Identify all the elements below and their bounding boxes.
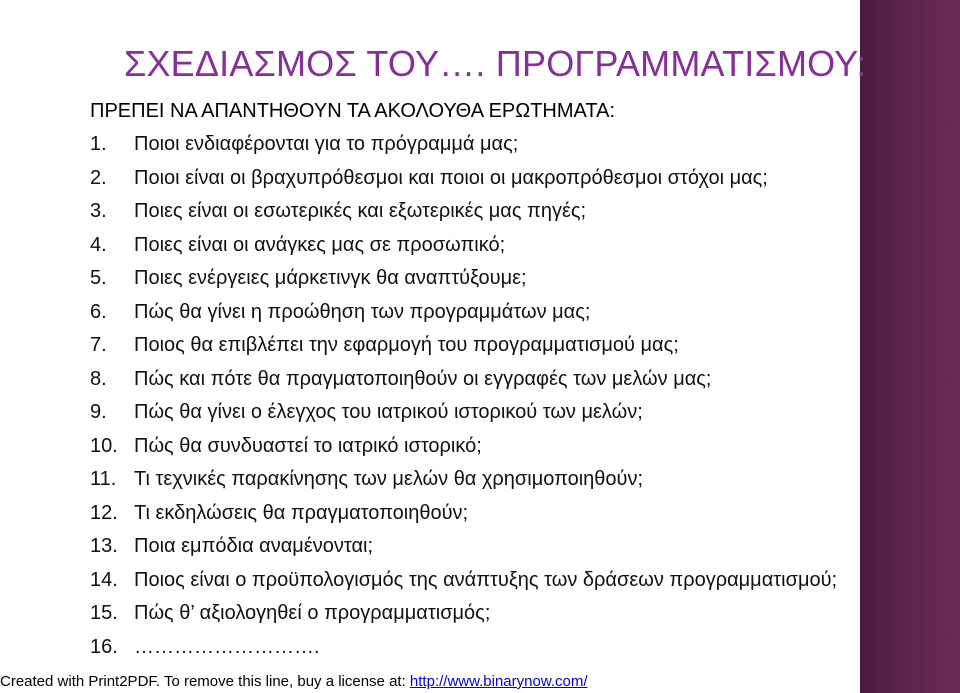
question-number: 5.: [90, 267, 107, 289]
question-text: Ποιος θα επιβλέπει την εφαρμογή του προγραμματισμού μας;: [134, 334, 679, 356]
question-number: 13.: [90, 535, 118, 557]
slide-subtitle: ΠΡΕΠΕΙ ΝΑ ΑΠΑΝΤΗΘΟΥΝ ΤΑ ΑΚΟΛΟΥΘΑ ΕΡΩΤΗΜΑΤΑ:: [90, 100, 615, 122]
question-item: [90, 229, 850, 263]
question-text: Πώς θ’ αξιολογηθεί ο προγραμματισμός;: [134, 602, 491, 624]
question-text: Ποια εμπόδια αναμένονται;: [134, 535, 374, 557]
question-number: 7.: [90, 334, 107, 356]
question-number: 16.: [90, 635, 118, 658]
question-text: Πώς θα συνδυαστεί το ιατρικό ιστορικό;: [134, 434, 482, 457]
question-text: Πώς θα γίνει η προώθηση των προγραμμάτων μας;: [134, 300, 591, 323]
question-text: Τι τεχνικές παρακίνησης των μελών θα χρησιμοποιηθούν;: [134, 468, 644, 490]
question-item: [90, 396, 850, 430]
question-text: Ποιοι ενδιαφέρονται για το πρόγραμμά μας;: [134, 133, 519, 155]
question-list: [90, 128, 850, 664]
question-text: Ποιες είναι οι εσωτερικές και εξωτερικές μας πηγές;: [134, 200, 587, 222]
question-text: Ποιες είναι οι ανάγκες μας σε προσωπικό;: [134, 233, 506, 256]
question-number: 11.: [90, 468, 117, 490]
slide-title: ΣΧΕΔΙΑΣΜΟΣ ΤΟΥ…. ΠΡΟΓΡΑΜΜΑΤΙΣΜΟΥ:: [124, 43, 867, 84]
question-item: [90, 430, 850, 464]
question-number: 10.: [90, 434, 118, 457]
footer-text: Created with Print2PDF. To remove this line, buy a license at:: [0, 673, 410, 690]
question-number: 2.: [90, 166, 107, 189]
question-number: 15.: [90, 602, 118, 624]
question-number: 8.: [90, 367, 107, 390]
question-item: [90, 162, 850, 196]
question-item: [90, 329, 850, 363]
question-item: [90, 530, 850, 564]
footer-link[interactable]: http://www.binarynow.com/: [409, 673, 588, 690]
question-text: Ποιες ενέργειες μάρκετινγκ θα αναπτύξουμε;: [134, 267, 527, 289]
question-text: Ποιοι είναι οι βραχυπρόθεσμοι και ποιοι οι μακροπρόθεσμοι στόχοι μας;: [134, 166, 768, 189]
question-item: [90, 497, 850, 531]
question-text: Τι εκδηλώσεις θα πραγματοποιηθούν;: [134, 501, 469, 524]
question-number: 9.: [90, 401, 107, 423]
question-number: 1.: [90, 133, 107, 155]
question-item: [90, 597, 850, 631]
question-text: Πώς και πότε θα πραγματοποιηθούν οι εγγραφές των μελών μας;: [134, 367, 712, 390]
question-number: 4.: [90, 233, 107, 256]
question-item: [90, 195, 850, 229]
question-number: 14.: [90, 568, 118, 591]
question-text: Πώς θα γίνει ο έλεγχος του ιατρικού ιστορικού των μελών;: [134, 401, 643, 423]
question-number: 6.: [90, 300, 107, 323]
question-item: [90, 296, 850, 330]
question-number: 3.: [90, 200, 107, 222]
question-item: [90, 128, 850, 162]
question-number: 12.: [90, 501, 118, 524]
question-item: [90, 363, 850, 397]
question-item: [90, 631, 850, 665]
question-text: ……………………….: [134, 635, 320, 658]
question-item: [90, 564, 850, 598]
question-text: Ποιος είναι ο προϋπολογισμός της ανάπτυξης των δράσεων προγραμματισμού;: [134, 568, 838, 591]
print2pdf-footer: [0, 671, 960, 693]
question-item: [90, 262, 850, 296]
decorative-side-band: [860, 0, 960, 693]
question-item: [90, 463, 850, 497]
